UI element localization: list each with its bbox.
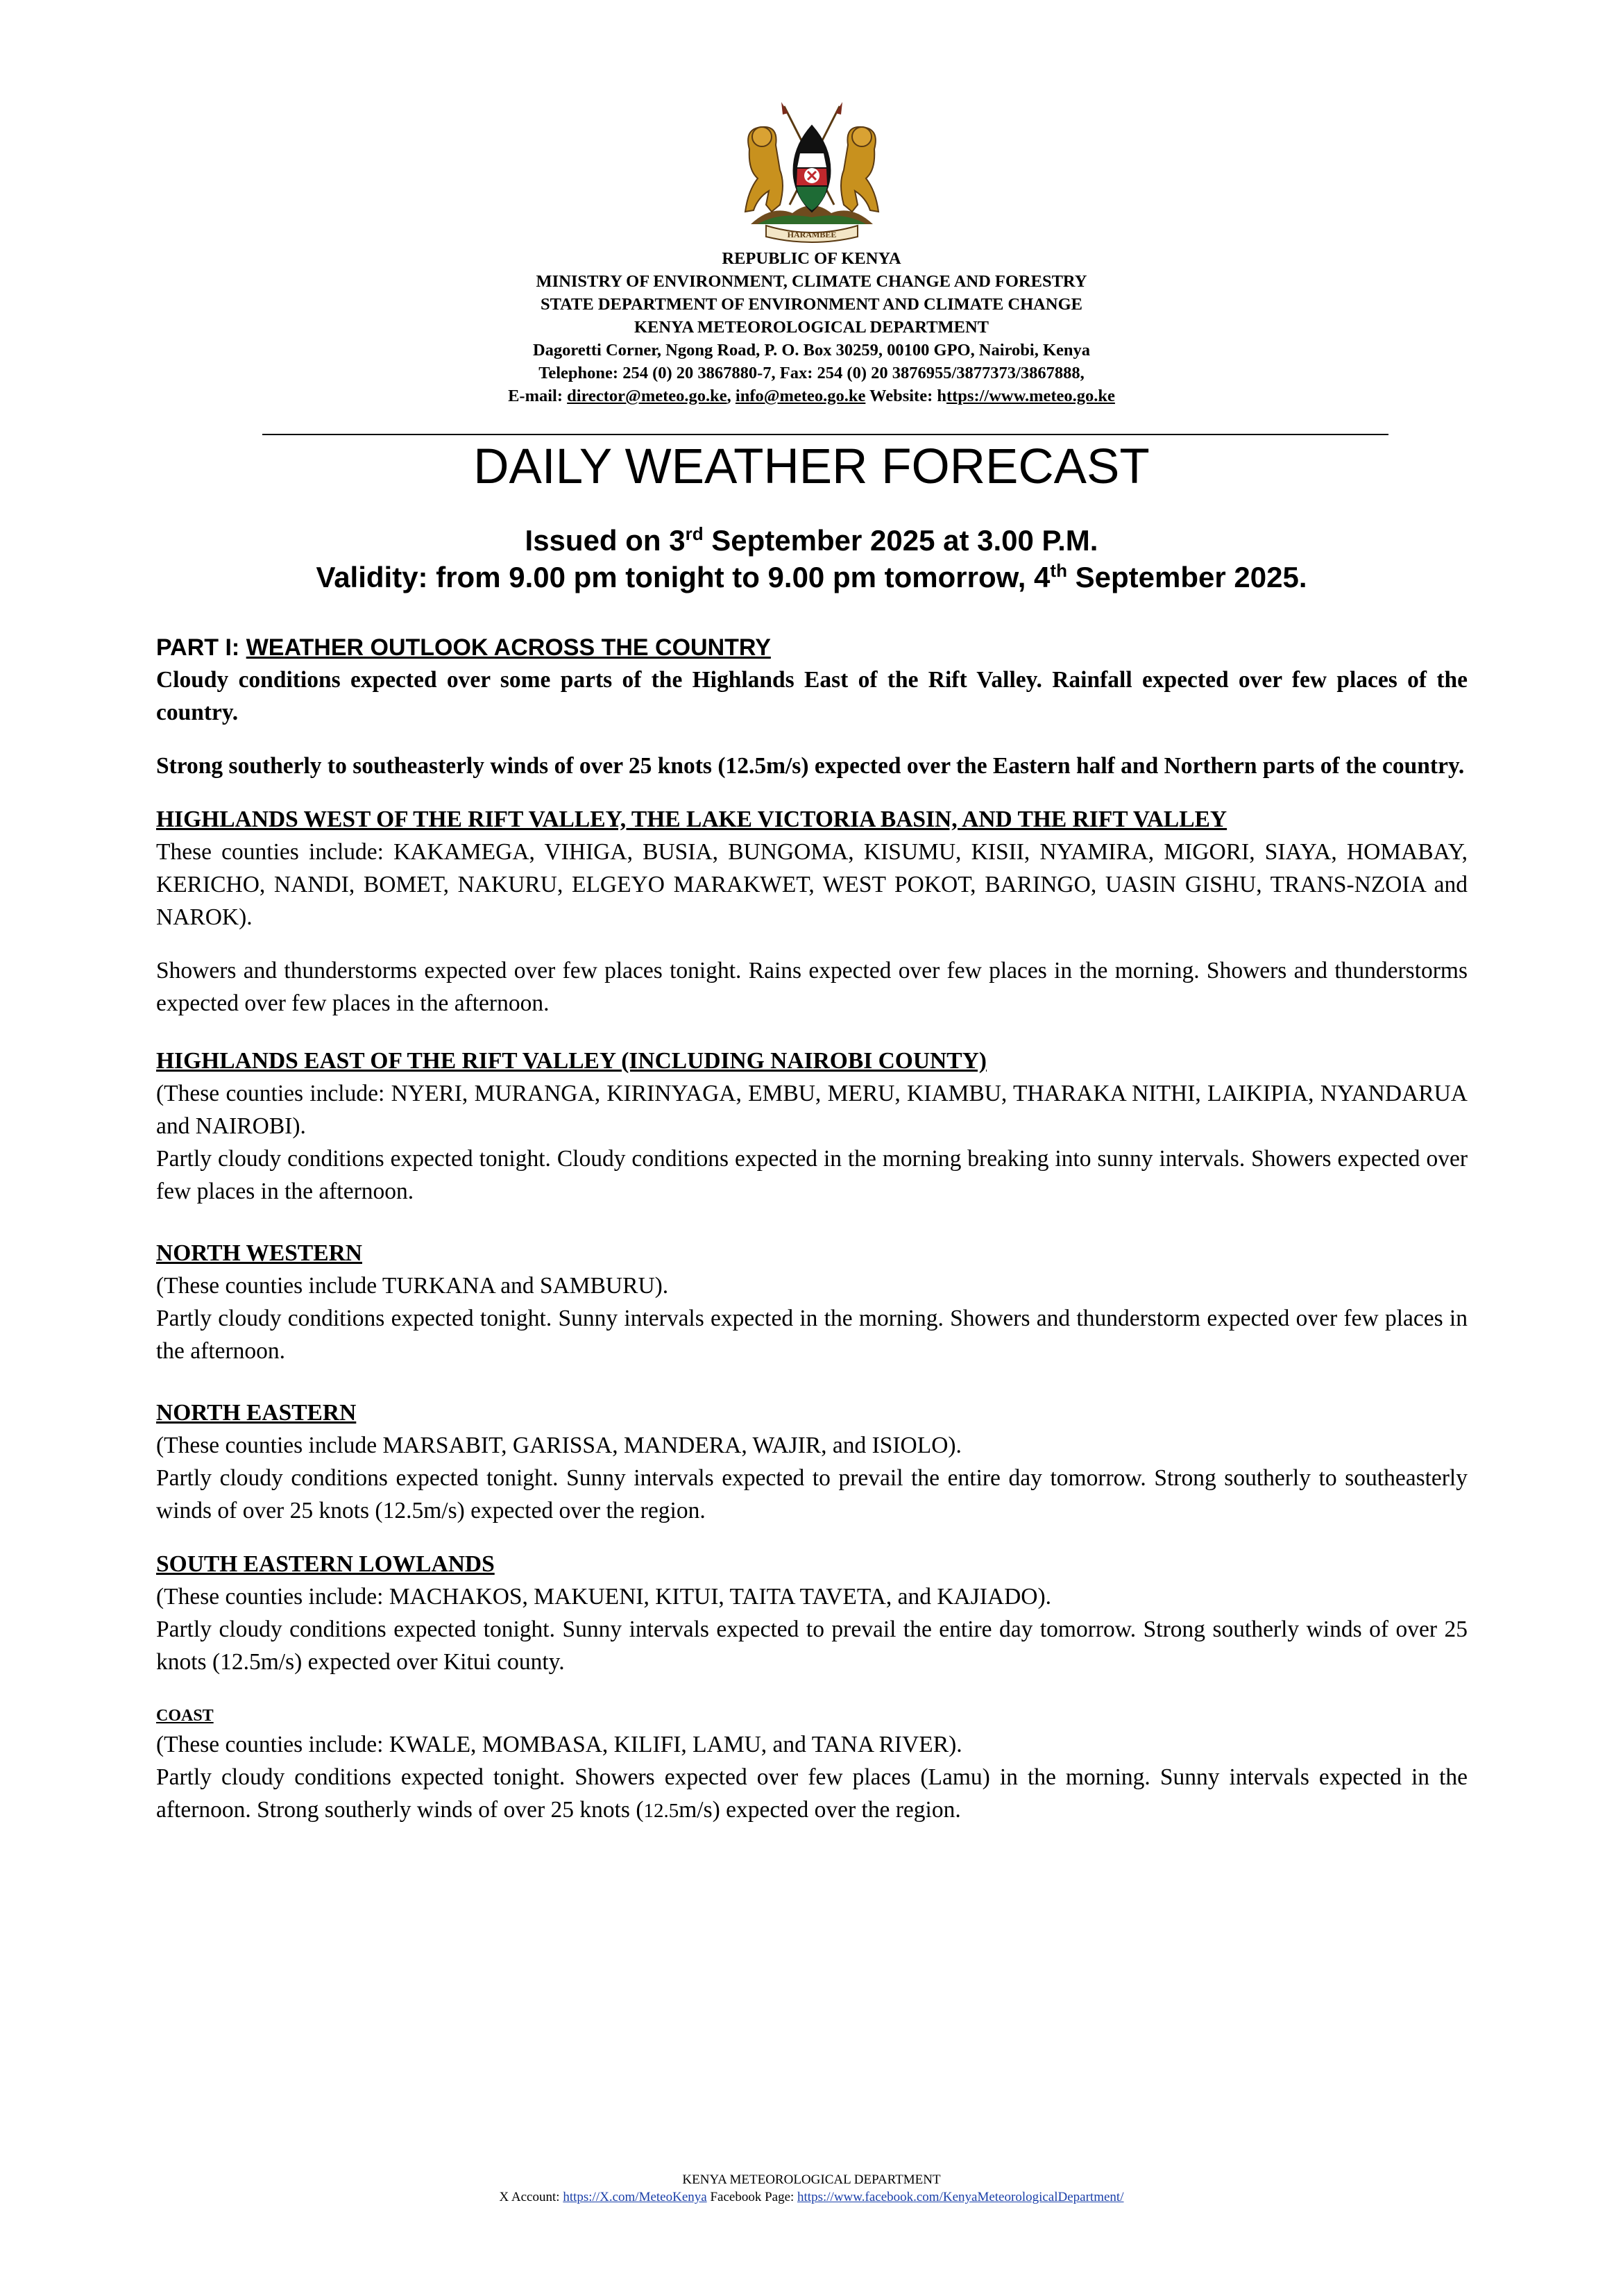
email-label: E-mail: — [508, 387, 568, 405]
region-forecast-highlands-east: Partly cloudy conditions expected tonight. Cloudy conditions expected in the morning breaking into sunny intervals. Showers expected over few places in the afternoon. — [156, 1146, 1468, 1204]
region-heading-highlands-west: HIGHLANDS WEST OF THE RIFT VALLEY, THE LAKE VICTORIA BASIN, AND THE RIFT VALLEY — [156, 807, 1227, 832]
coast-forecast-value: 12.5 — [643, 1800, 679, 1822]
footer-social-line — [0, 2188, 1623, 2206]
coast-forecast-text: Partly cloudy conditions expected tonight. Showers expected over few places (Lamu) in the morning. Sunny intervals expected in the afternoon. Strong southerly winds of over 25 knots ( — [156, 1764, 1468, 1823]
issued-date-text: September 2025 at 3.00 P.M. — [703, 524, 1098, 557]
region-forecast-highlands-west: Showers and thunderstorms expected over few places tonight. Rains expected over few places in the morning. Showers and thunderstorms expected over few places in the afternoon. — [156, 958, 1468, 1016]
region-heading-coast: COAST — [156, 1707, 214, 1725]
email-link-director[interactable]: director@meteo.go.ke — [567, 387, 727, 405]
footer-org: KENYA METEOROLOGICAL DEPARTMENT — [682, 2172, 941, 2187]
facebook-label: Facebook Page: — [706, 2190, 798, 2204]
website-label: Website: h — [865, 387, 946, 405]
region-heading-highlands-east: HIGHLANDS EAST OF THE RIFT VALLEY (INCLUDING NAIROBI COUNTY) — [156, 1048, 987, 1074]
validity-date-text: September 2025. — [1067, 561, 1307, 593]
part-one-heading — [156, 632, 1468, 664]
telephone-line: Telephone: 254 (0) 20 3867880-7, Fax: 254 (0) 20 3876955/3877373/3867888, — [538, 364, 1085, 382]
page-footer — [0, 2171, 1623, 2206]
facebook-link[interactable]: https://www.facebook.com/KenyaMeteorologicalDepartment/ — [797, 2190, 1124, 2204]
validity-line — [0, 559, 1623, 596]
forecast-body — [156, 632, 1468, 1827]
kenya-coat-of-arms-emblem — [730, 101, 894, 245]
x-account-label: X Account: — [499, 2190, 563, 2204]
region-forecast-north-eastern: Partly cloudy conditions expected tonight. Sunny intervals expected to prevail the entire day tomorrow. Strong southerly to southeasterly winds of over 25 knots (12.5m/s) expected over the region. — [156, 1465, 1468, 1523]
republic-line: REPUBLIC OF KENYA — [722, 249, 901, 268]
region-counties-south-eastern: (These counties include: MACHAKOS, MAKUENI, KITUI, TAITA TAVETA, and KAJIADO). — [156, 1584, 1052, 1610]
outlook-summary-1: Cloudy conditions expected over some parts of the Highlands East of the Rift Valley. Rainfall expected over few places of the country. — [156, 667, 1468, 725]
state-department-line: STATE DEPARTMENT OF ENVIRONMENT AND CLIMATE CHANGE — [541, 295, 1082, 314]
region-counties-coast: (These counties include: KWALE, MOMBASA, KILIFI, LAMU, and TANA RIVER). — [156, 1732, 962, 1757]
part-one-title: WEATHER OUTLOOK ACROSS THE COUNTRY — [246, 634, 771, 661]
region-forecast-south-eastern: Partly cloudy conditions expected tonight. Sunny intervals expected to prevail the entire day tomorrow. Strong southerly winds of over 25 knots (12.5m/s) expected over Kitui county. — [156, 1617, 1468, 1675]
issue-info — [0, 522, 1623, 596]
validity-ordinal: th — [1050, 560, 1067, 581]
region-counties-highlands-west: These counties include: KAKAMEGA, VIHIGA, BUSIA, BUNGOMA, KISUMU, KISII, NYAMIRA, MIGORI, SIAYA, HOMABAY, KERICHO, NANDI, BOMET, NAKURU, ELGEYO MARAKWET, WEST POKOT, BARINGO, UASIN GISHU, TRANS-NZOIA and NAROK). — [156, 839, 1468, 930]
region-forecast-north-western: Partly cloudy conditions expected tonight. Sunny intervals expected in the morning. Showers and thunderstorm expected over few places in the afternoon. — [156, 1306, 1468, 1364]
region-counties-north-western: (These counties include TURKANA and SAMBURU). — [156, 1273, 669, 1299]
coat-motto-text: HARAMBEE — [787, 230, 837, 239]
website-link[interactable]: ttps://www.meteo.go.ke — [946, 387, 1115, 405]
address-line: Dagoretti Corner, Ngong Road, P. O. Box 30259, 00100 GPO, Nairobi, Kenya — [532, 341, 1091, 360]
issued-line — [0, 522, 1623, 559]
region-heading-south-eastern: SOUTH EASTERN LOWLANDS — [156, 1551, 495, 1577]
contact-line — [0, 385, 1623, 407]
region-counties-north-eastern: (These counties include MARSABIT, GARISSA, MANDERA, WAJIR, and ISIOLO). — [156, 1433, 962, 1458]
letterhead — [0, 247, 1623, 407]
region-heading-north-eastern: NORTH EASTERN — [156, 1400, 357, 1426]
document-title: DAILY WEATHER FORECAST — [473, 439, 1150, 494]
issued-text: Issued on 3 — [525, 524, 686, 557]
email-link-info[interactable]: info@meteo.go.ke — [735, 387, 866, 405]
ministry-line: MINISTRY OF ENVIRONMENT, CLIMATE CHANGE AND FORESTRY — [536, 272, 1087, 291]
region-counties-highlands-east: (These counties include: NYERI, MURANGA, KIRINYAGA, EMBU, MERU, KIAMBU, THARAKA NITHI, LAIKIPIA, NYANDARUA and NAIROBI). — [156, 1081, 1468, 1139]
coast-forecast-text-end: m/s) expected over the region. — [679, 1797, 961, 1823]
outlook-summary-2: Strong southerly to southeasterly winds of over 25 knots (12.5m/s) expected over the Eastern half and Northern parts of the country. — [156, 753, 1465, 779]
issued-ordinal: rd — [685, 523, 704, 544]
validity-text: Validity: from 9.00 pm tonight to 9.00 pm tomorrow, 4 — [316, 561, 1051, 593]
region-heading-north-western: NORTH WESTERN — [156, 1240, 362, 1266]
x-account-link[interactable]: https://X.com/MeteoKenya — [563, 2190, 707, 2204]
part-one-label: PART I: — [156, 634, 246, 661]
email-separator: , — [726, 387, 736, 405]
region-forecast-coast — [156, 1761, 1468, 1827]
header-divider — [262, 434, 1388, 435]
department-line: KENYA METEOROLOGICAL DEPARTMENT — [634, 318, 989, 337]
